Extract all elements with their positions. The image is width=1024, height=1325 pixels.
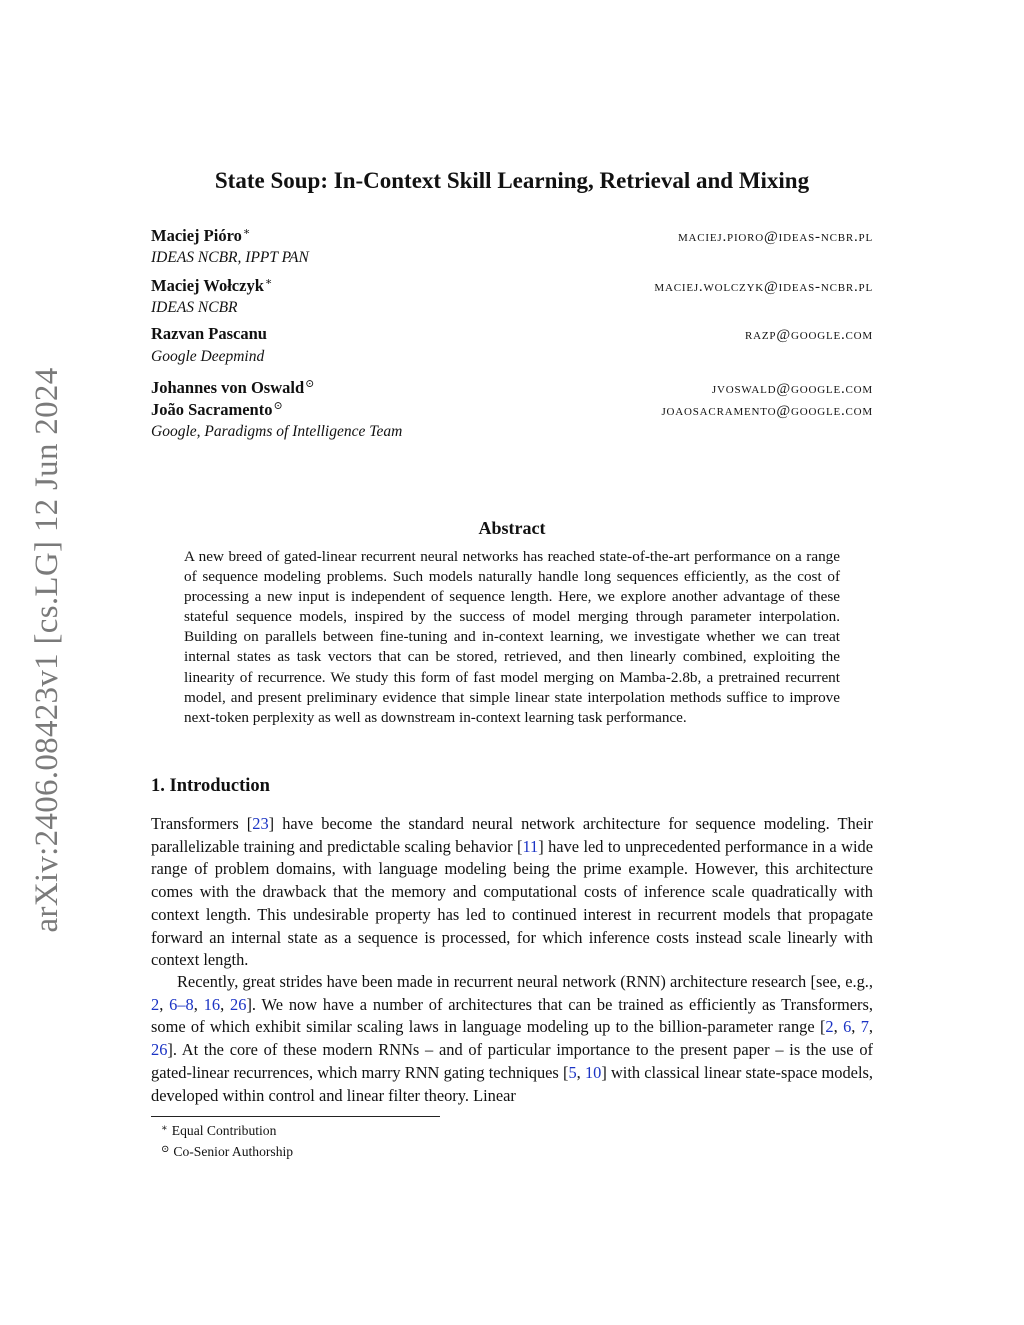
citation-link[interactable]: 10 (584, 1062, 602, 1082)
author-name: João Sacramento⊙ (151, 400, 283, 419)
citation-link[interactable]: 6–8 (169, 994, 194, 1014)
section-heading: 1. Introduction (151, 776, 270, 796)
abstract-text: A new breed of gated-linear recurrent neural networks has reached state-of-the-art performance on a range of sequence modeling problems. Such models naturally handle long sequences efficiently, as the cost of processing a new input is independent of sequence length. Here, we explore another advantage of these stateful sequence models, inspired by the success of model merging through parameter interpolation. Building on parallels between fine-tuning and in-context learning, we investigate whether we can treat internal states as task vectors that can be stored, retrieved, and then linearly combined, exploiting the linearity of recurrence. We study this form of fast model merging on Mamba-2.8b, a pretrained recurrent model, and present preliminary evidence that simple linear state interpolation methods suffice to improve next-token perplexity as well as downstream in-context learning task performance. (184, 548, 840, 726)
author-group-1 (151, 225, 873, 269)
citation-link[interactable]: 5 (568, 1062, 577, 1082)
citation-link[interactable]: 16 (203, 994, 221, 1014)
citation-link[interactable]: 26 (230, 994, 247, 1014)
author-email[interactable]: maciej.wolczyk@ideas-ncbr.pl (654, 279, 873, 295)
author-name: Johannes von Oswald⊙ (151, 378, 315, 397)
footnote-divider (151, 1116, 440, 1117)
author-affiliation: Google Deepmind (151, 348, 265, 365)
author-name: Razvan Pascanu (151, 324, 267, 343)
author-affiliation: Google, Paradigms of Intelligence Team (151, 423, 403, 440)
author-group-4 (151, 377, 873, 443)
author-email[interactable]: razp@google.com (745, 327, 873, 343)
author-email[interactable]: maciej.pioro@ideas-ncbr.pl (677, 229, 873, 245)
paper-title: State Soup: In-Context Skill Learning, Retrieval and Mixing (214, 168, 810, 193)
citation-link[interactable]: 26 (151, 1040, 168, 1060)
author-email[interactable]: jvoswald@google.com (711, 381, 873, 397)
author-group-2 (151, 275, 873, 319)
citation-link[interactable]: 23 (252, 814, 269, 833)
intro-paragraph-1: Transformers [23] have become the standard neural network architecture for sequence modeling. Their parallelizable training and predictable scaling behavior [11] have led to unprecedented performance in a wide range of problem domains, with language modeling being the prime example. However, this architecture comes with the drawback that the memory and computational costs of inference scale quadratically with context length. This undesirable property has led to continued interest in recurrent models that propagate forward an internal state as a sequence is processed, for which inference costs instead scale linearly with context length. (151, 814, 873, 970)
arxiv-identifier: arXiv:2406.08423v1 [cs.LG] 12 Jun 2024 (29, 367, 65, 933)
author-affiliation: IDEAS NCBR, IPPT PAN (151, 249, 309, 266)
intro-paragraph-2: Recently, great strides have been made in recurrent neural network (RNN) architecture research [see, e.g., 2, 6–8, 16, 26]. We now have a number of architectures that can be trained as efficiently as Transformers, some of which exhibit similar scaling laws in language modeling up to the billion-parameter range [2, 6, 7, 26]. At the core of these modern RNNs – and of particular importance to the present paper – is the use of gated-linear recurrences, which marry RNN gating techniques [5, 10] with classical linear state-space models, developed within control and linear filter theory. Linear (151, 972, 874, 1105)
citation-link[interactable]: 2 (151, 994, 160, 1014)
abstract-heading: Abstract (478, 518, 546, 538)
citation-link[interactable]: 6 (843, 1017, 852, 1037)
author-email[interactable]: joaosacramento@google.com (661, 403, 873, 419)
citation-link[interactable]: 7 (860, 1017, 869, 1037)
citation-link[interactable]: 11 (522, 836, 539, 856)
author-name: Maciej Pióro∗ (151, 226, 251, 245)
author-name: Maciej Wołczyk∗ (151, 276, 273, 295)
footnote: ⊙ Co-Senior Authorship (161, 1143, 294, 1159)
footnote: ∗ Equal Contribution (161, 1123, 277, 1138)
citation-link[interactable]: 2 (825, 1017, 834, 1037)
author-group-3 (151, 324, 873, 368)
author-affiliation: IDEAS NCBR (151, 299, 238, 316)
footnotes (161, 1120, 293, 1161)
